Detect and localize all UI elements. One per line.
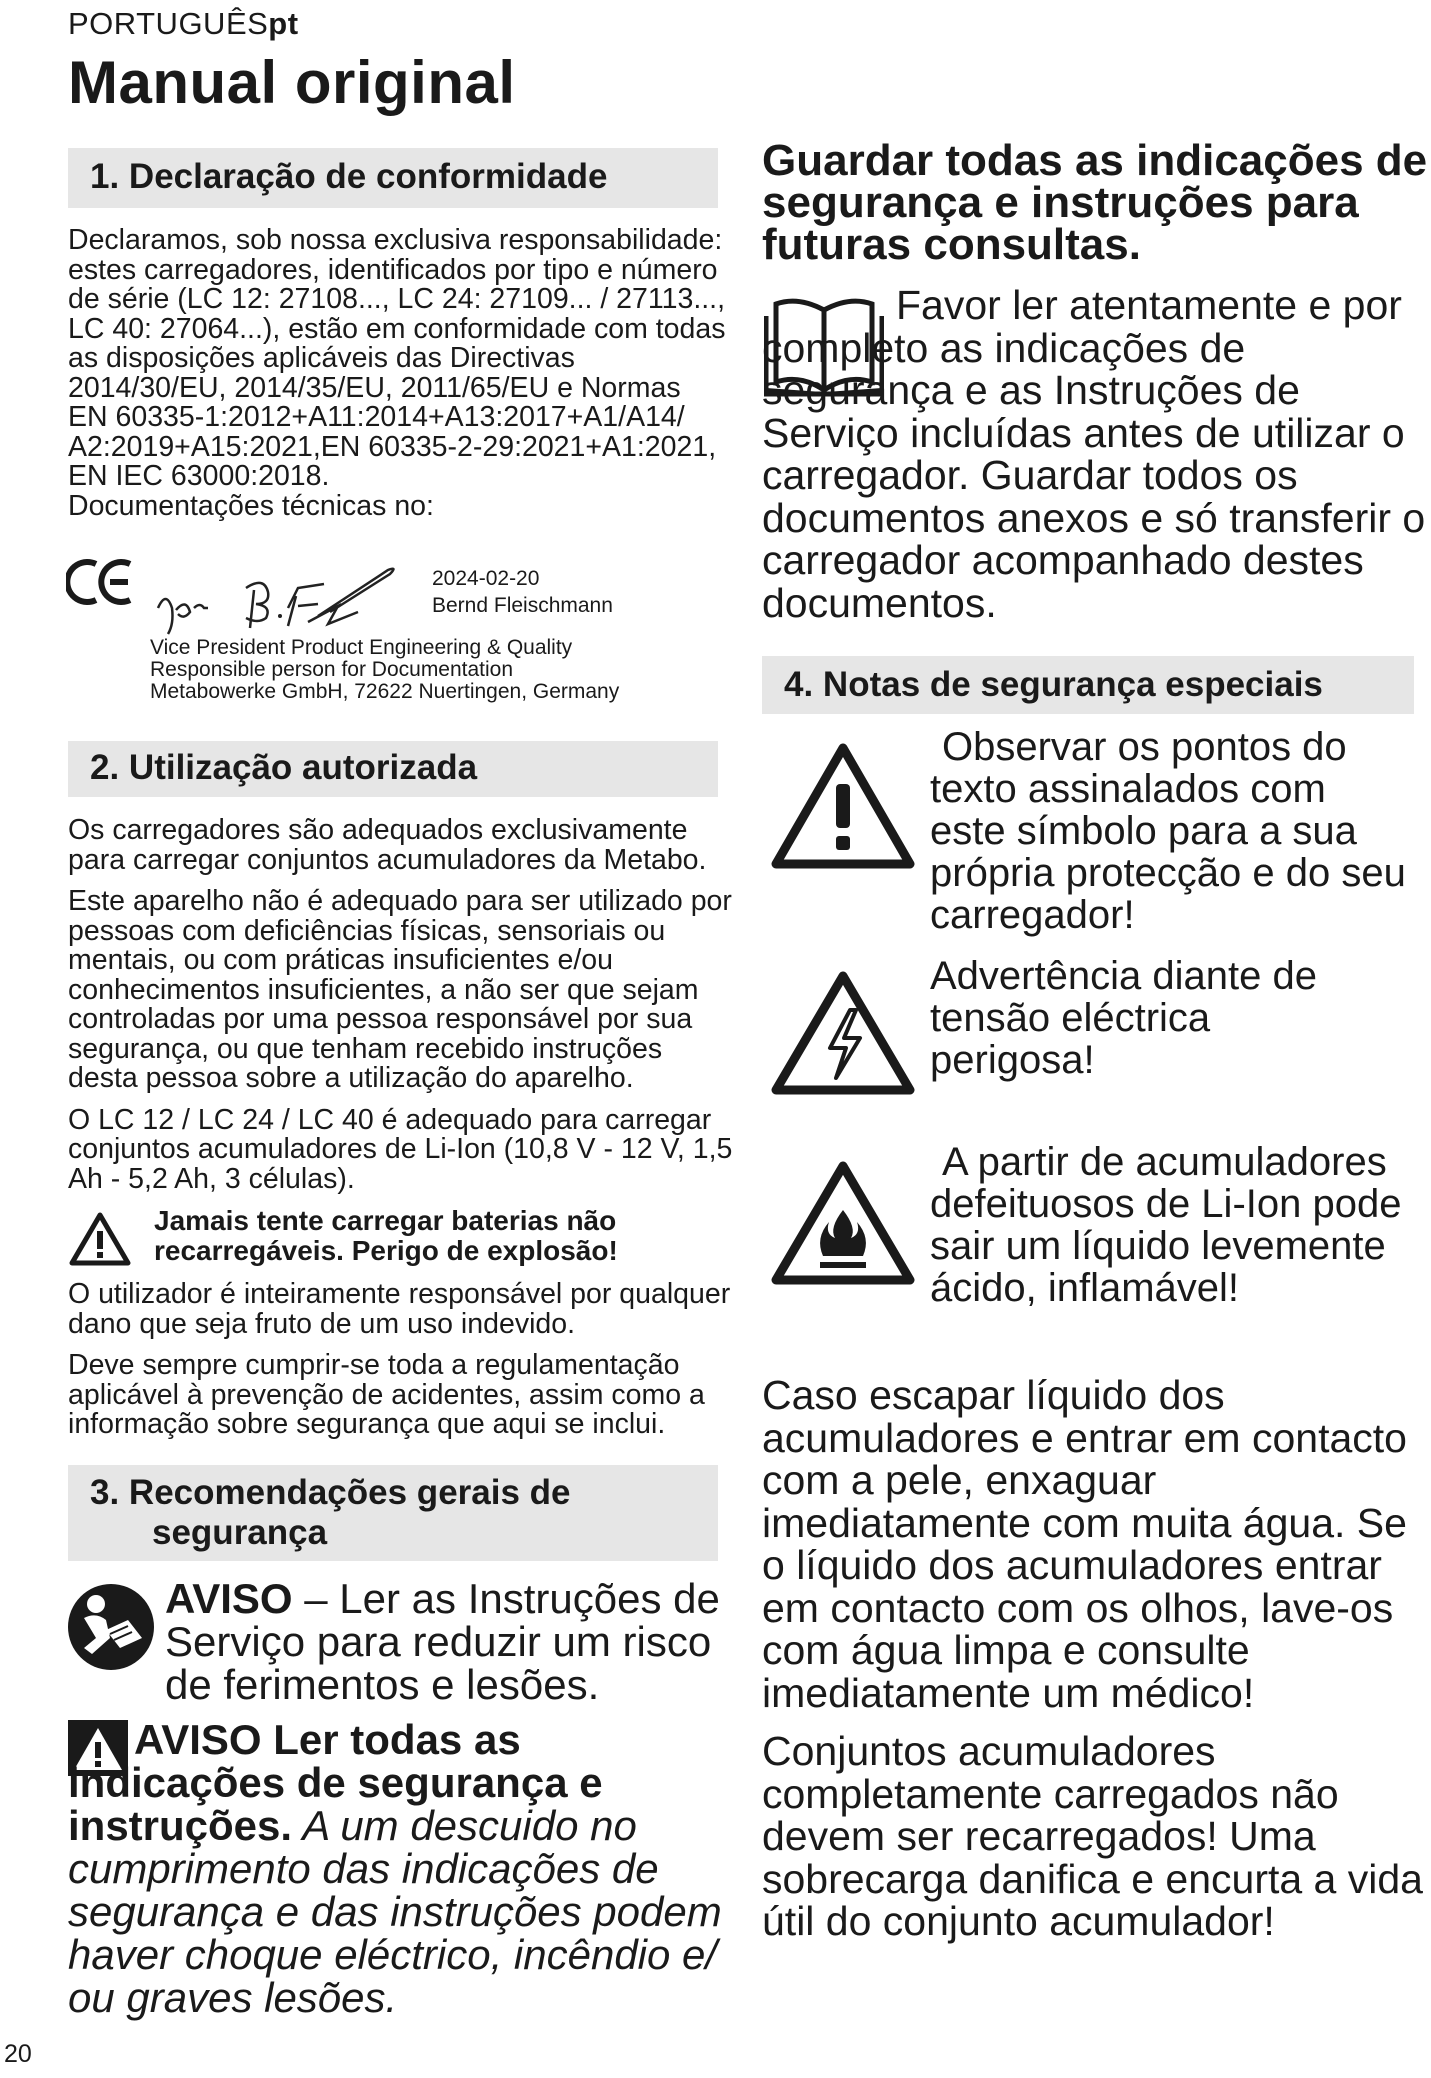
signer-role-2: Responsible person for Documentation bbox=[150, 658, 514, 681]
section-1-heading-text: 1. Declaração de conformidade bbox=[90, 157, 608, 196]
section-4-heading-text: 4. Notas de segurança especiais bbox=[784, 665, 1323, 704]
language-label bbox=[68, 6, 299, 42]
declaration-text: Declaramos, sob nossa exclusiva responsabilidade: estes carregadores, identificados por tipo e número de série (LC 12: 27108..., LC 24: 27109... / 27113..., LC 40: 27064...), estão em conformidade com todas as disposições aplicáveis das Directivas 2014/30/EU, 2014/35/EU, 2011/65/EU e Normas EN 60335-1:2012+A11:2014+A13:2017+A1/A14/ A2:2019+A15:2021,EN 60335-2-29:2021+A1:2021, EN IEC 63000:2018. bbox=[68, 224, 726, 492]
signature-meta bbox=[432, 565, 613, 619]
page-title: Manual original bbox=[68, 49, 516, 116]
handwritten-signature bbox=[148, 560, 418, 640]
language-code: pt bbox=[268, 6, 299, 41]
section-2-heading bbox=[68, 741, 718, 797]
signer-name: Bernd Fleischmann bbox=[432, 594, 613, 617]
read-manual-icon bbox=[66, 1582, 156, 1672]
warning-triangle-icon bbox=[68, 1211, 132, 1267]
section-2-body bbox=[68, 816, 736, 1206]
aviso-1-label: AVISO bbox=[165, 1575, 293, 1622]
section-2-p1: Os carregadores são adequados exclusivamente para carregar conjuntos acumuladores da Metabo. bbox=[68, 814, 707, 876]
section-1-body bbox=[68, 226, 728, 521]
read-carefully-text: Favor ler atentamente e por completo as indicações de segurança e as Instruções de Serviço incluídas antes de utilizar o carregador. Guardar todos os documentos anexos e só transferir o carregador acompanhado destes documentos. bbox=[762, 282, 1426, 626]
aviso-1-text: – Ler as Instruções de Serviço para reduzir um risco de ferimentos e lesões. bbox=[165, 1575, 720, 1708]
section-3-heading-line-2: segurança bbox=[152, 1513, 328, 1552]
flammable-hazard-icon bbox=[770, 1158, 916, 1286]
section-2-p2: Este aparelho não é adequado para ser utilizado por pessoas com deficiências físicas, sensoriais ou mentais, ou com práticas insuficientes e/ou conhecimentos insuficientes, a não ser que sejam controladas por uma pessoa responsável por sua segurança, ou que tenham recebido instruções desta pessoa sobre a utilização do aparelho. bbox=[68, 885, 732, 1094]
explosion-warning-line-1: Jamais tente carregar baterias não bbox=[154, 1205, 617, 1236]
aviso-2-italic: A um descuido no cumprimento das indicações de segurança e das instruções podem haver choque eléctrico, incêndio e/ ou graves lesões. bbox=[68, 1802, 722, 2021]
section-4-p2: Conjuntos acumuladores completamente carregados não devem ser recarregados! Uma sobrecarga danifica e encurta a vida útil do conjunto acumulador! bbox=[762, 1728, 1423, 1944]
signature-image bbox=[148, 560, 418, 640]
page-number: 20 bbox=[4, 2040, 32, 2068]
explosion-warning bbox=[154, 1206, 618, 1266]
electric-hazard-icon bbox=[770, 968, 916, 1096]
signer-role-1: Vice President Product Engineering & Quality bbox=[150, 636, 573, 659]
signer-roles bbox=[150, 637, 619, 703]
section-2-p4: O utilizador é inteiramente responsável por qualquer dano que seja fruto de um uso indevido. bbox=[68, 1278, 731, 1340]
explosion-warning-line-2: recarregáveis. Perigo de explosão! bbox=[154, 1235, 618, 1266]
special-note-3: A partir de acumuladores defeituosos de Li-Ion pode sair um líquido levemente ácido, inflamável! bbox=[930, 1140, 1402, 1310]
language-name: PORTUGUÊS bbox=[68, 6, 269, 41]
section-1-heading bbox=[68, 148, 718, 208]
section-2-p5: Deve sempre cumprir-se toda a regulamentação aplicável à prevenção de acidentes, assim como a informação sobre segurança que aqui se inclui. bbox=[68, 1349, 705, 1440]
aviso-read-all bbox=[68, 1718, 748, 2019]
special-note-2: Advertência diante de tensão eléctrica perigosa! bbox=[930, 954, 1317, 1082]
aviso-read-manual bbox=[165, 1577, 745, 1706]
keep-instructions-title: Guardar todas as indicações de segurança e instruções para futuras consultas. bbox=[762, 136, 1428, 269]
section-2-p3: O LC 12 / LC 24 / LC 40 é adequado para carregar conjuntos acumuladores de Li-Ion (10,8 V - 12 V, 1,5 Ah - 5,2 Ah, 3 células). bbox=[68, 1103, 733, 1195]
special-note-1: Observar os pontos do texto assinalados com este símbolo para a sua própria protecção e do seu carregador! bbox=[930, 725, 1406, 937]
section-2-body-cont bbox=[68, 1280, 736, 1452]
section-3-heading bbox=[68, 1465, 718, 1561]
aviso-2-bold: AVISO Ler todas as indicações de segurança e instruções. bbox=[68, 1716, 603, 1849]
signer-company: Metabowerke GmbH, 72622 Nuertingen, Germany bbox=[150, 680, 620, 703]
section-4-heading bbox=[762, 656, 1414, 714]
ce-mark bbox=[66, 556, 136, 608]
technical-docs-label: Documentações técnicas no: bbox=[68, 489, 434, 522]
section-3-heading-line-1: 3. Recomendações gerais de bbox=[90, 1473, 571, 1512]
signature-date: 2024-02-20 bbox=[432, 567, 540, 590]
section-4-p1: Caso escapar líquido dos acumuladores e entrar em contacto com a pele, enxaguar imediatamente com muita água. Se o líquido dos acumuladores entrar em contacto com os olhos, lave-os com água limpa e consulte imediatamente um médico! bbox=[762, 1372, 1407, 1716]
general-warning-icon bbox=[770, 740, 916, 870]
section-2-heading-text: 2. Utilização autorizada bbox=[90, 748, 478, 787]
ce-mark-icon bbox=[66, 556, 136, 608]
